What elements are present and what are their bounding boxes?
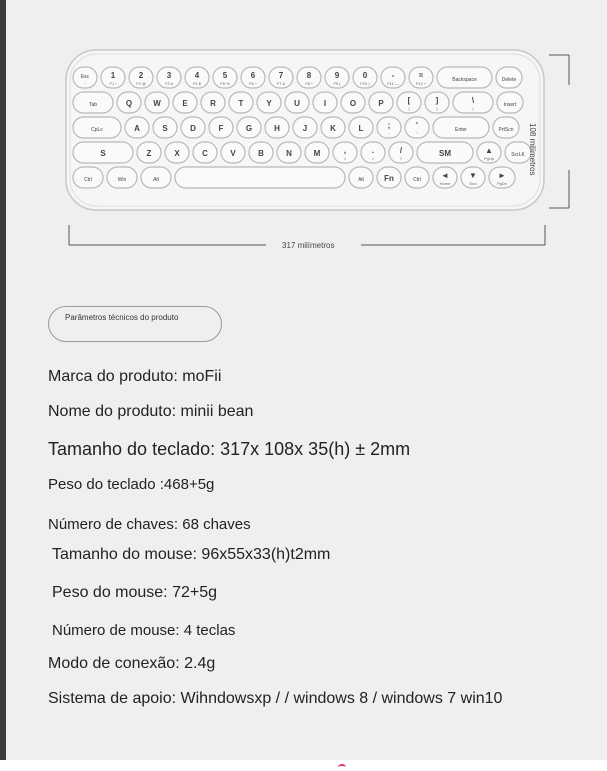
key-4-9	[489, 167, 515, 188]
key-label: 0	[362, 71, 368, 80]
key-cap	[175, 167, 345, 188]
key-2-3	[181, 117, 205, 138]
key-2-10	[377, 117, 401, 138]
key-label: [	[407, 96, 411, 105]
key-1-14	[497, 92, 523, 113]
key-label: U	[294, 99, 300, 108]
key-label: M	[313, 149, 321, 158]
key-sublabel: F1 !	[109, 81, 117, 86]
key-label: ▼	[469, 171, 477, 180]
key-label: R	[210, 99, 216, 108]
key-3-5	[249, 142, 273, 163]
key-4-7	[433, 167, 457, 188]
key-label: Fn	[384, 174, 394, 183]
key-label: G	[245, 124, 253, 133]
key-label: Alt	[153, 177, 159, 183]
key-label: C	[202, 149, 208, 158]
key-label: '	[416, 121, 418, 130]
key-label: L	[358, 124, 364, 133]
key-1-4	[201, 92, 225, 113]
key-3-8	[333, 142, 357, 163]
key-0-14	[496, 67, 522, 88]
key-4-5	[377, 167, 401, 188]
key-label: E	[182, 99, 188, 108]
height-dimension-label: 108 milímetros	[528, 123, 537, 176]
key-label: ▲	[485, 146, 493, 155]
key-2-8	[321, 117, 345, 138]
key-label: I	[323, 99, 327, 108]
spec-key-count: Número de chaves: 68 chaves	[48, 516, 251, 533]
key-0-13	[437, 67, 492, 88]
spec-product-name: Nome do produto: minii bean	[48, 403, 254, 420]
key-label: ScrLK	[511, 152, 525, 158]
spec-keyboard-weight: Peso do teclado :468+5g	[48, 476, 215, 493]
key-label: Alt	[358, 177, 364, 183]
key-2-1	[125, 117, 149, 138]
key-label: X	[174, 149, 180, 158]
key-label: O	[349, 99, 357, 108]
key-label: 5	[222, 71, 228, 80]
key-4-3	[175, 167, 345, 188]
key-label: Enter	[455, 127, 467, 133]
key-0-1	[101, 67, 125, 88]
key-label: 1	[110, 71, 116, 80]
key-3-9	[361, 142, 385, 163]
key-2-9	[349, 117, 373, 138]
key-label: H	[274, 124, 280, 133]
key-label: Backspace	[452, 77, 477, 83]
key-label: .	[371, 146, 375, 155]
key-1-2	[145, 92, 169, 113]
key-0-12	[409, 67, 433, 88]
key-label: 3	[166, 71, 172, 80]
key-label: Tab	[88, 102, 98, 108]
key-2-0	[73, 117, 121, 138]
keyboard-diagram	[61, 45, 601, 255]
key-label: 4	[194, 71, 200, 80]
key-label: 7	[278, 71, 284, 80]
key-2-13	[493, 117, 519, 138]
key-1-0	[73, 92, 113, 113]
key-sublabel: F7 &	[276, 81, 286, 86]
key-3-7	[305, 142, 329, 163]
key-sublabel: :	[388, 131, 390, 136]
key-0-10	[353, 67, 377, 88]
key-sublabel: >	[371, 156, 375, 161]
key-3-2	[165, 142, 189, 163]
key-1-10	[369, 92, 393, 113]
key-2-12	[433, 117, 489, 138]
keyboard-drawing	[61, 45, 601, 255]
key-1-7	[285, 92, 309, 113]
key-label: B	[258, 149, 264, 158]
key-label: Delete	[501, 77, 517, 83]
key-sublabel: F6 ^	[249, 81, 257, 86]
key-0-6	[241, 67, 265, 88]
key-label: CpLc	[91, 127, 103, 133]
key-2-4	[209, 117, 233, 138]
specs-title: Parâmetros técnicos do produto	[65, 313, 179, 322]
key-1-9	[341, 92, 365, 113]
key-label: 9	[334, 71, 340, 80]
key-1-13	[453, 92, 493, 113]
key-sublabel: }	[436, 106, 438, 111]
key-label: =	[418, 71, 424, 80]
key-label: Esc	[80, 74, 90, 80]
key-label: Q	[125, 99, 133, 108]
key-0-2	[129, 67, 153, 88]
key-0-5	[213, 67, 237, 88]
key-label: Ctrl	[84, 177, 92, 183]
key-3-12	[477, 142, 501, 163]
key-sublabel: F5 %	[220, 81, 230, 86]
bottom-accent-mark	[338, 764, 346, 770]
key-4-0	[73, 167, 103, 188]
key-0-7	[269, 67, 293, 88]
key-label: SM	[439, 149, 451, 158]
key-2-2	[153, 117, 177, 138]
key-label: 2	[138, 71, 144, 80]
key-1-5	[229, 92, 253, 113]
key-1-12	[425, 92, 449, 113]
key-label: A	[134, 124, 140, 133]
key-label: Y	[266, 99, 272, 108]
width-dimension-label: 317 milímetros	[282, 241, 335, 250]
key-2-11	[405, 117, 429, 138]
key-label: W	[153, 99, 161, 108]
spec-connection: Modo de conexão: 2.4g	[48, 655, 216, 672]
key-label: Z	[146, 149, 152, 158]
key-1-8	[313, 92, 337, 113]
key-sublabel: F9 (	[333, 81, 341, 86]
key-sublabel: F2 @	[136, 81, 146, 86]
key-3-4	[221, 142, 245, 163]
key-label: ]	[435, 96, 439, 105]
key-label: V	[230, 149, 236, 158]
key-1-11	[397, 92, 421, 113]
key-label: F	[218, 124, 224, 133]
key-1-1	[117, 92, 141, 113]
key-4-4	[349, 167, 373, 188]
key-1-3	[173, 92, 197, 113]
key-2-6	[265, 117, 289, 138]
key-sublabel: F3 #	[164, 81, 174, 86]
spec-brand: Marca do produto: moFii	[48, 368, 222, 385]
key-sublabel: ~	[83, 81, 87, 86]
key-label: 8	[306, 71, 312, 80]
key-sublabel: F4 $	[192, 81, 202, 86]
key-4-2	[141, 167, 171, 188]
key-0-11	[381, 67, 405, 88]
key-sublabel: {	[408, 106, 410, 111]
key-0-3	[157, 67, 181, 88]
key-3-1	[137, 142, 161, 163]
key-label: D	[190, 124, 196, 133]
key-label: ,	[343, 146, 347, 155]
key-label: -	[391, 71, 395, 80]
key-sublabel: F8 *	[305, 81, 313, 86]
key-2-7	[293, 117, 317, 138]
key-label: S	[100, 149, 106, 158]
key-4-1	[107, 167, 137, 188]
key-label: S	[162, 124, 168, 133]
key-label: ;	[387, 121, 391, 130]
key-sublabel: <	[343, 156, 347, 161]
key-3-10	[389, 142, 413, 163]
key-label: J	[302, 124, 308, 133]
spec-mouse-size: Tamanho do mouse: 96x55x33(h)t2mm	[52, 546, 331, 563]
product-sheet	[6, 0, 607, 760]
spec-os-support: Sistema de apoio: Wihndowsxp / / windows 8 / windows 7 win10	[48, 690, 503, 707]
specs-title-pill	[48, 306, 222, 342]
key-label: Ctrl	[413, 177, 421, 183]
key-label: PrtScn	[498, 127, 514, 133]
key-label: T	[238, 99, 244, 108]
key-0-8	[297, 67, 321, 88]
key-label: ◄	[441, 171, 449, 180]
key-2-5	[237, 117, 261, 138]
key-label: K	[330, 124, 336, 133]
key-sublabel: |	[472, 106, 474, 111]
key-sublabel: PgDn	[496, 181, 508, 186]
spec-keyboard-size: Tamanho do teclado: 317x 108x 35(h) ± 2mm	[48, 439, 411, 459]
key-sublabel: F11 —	[387, 81, 399, 86]
key-sublabel: PgUp	[483, 156, 495, 161]
key-sublabel: End	[469, 181, 477, 186]
key-0-9	[325, 67, 349, 88]
key-0-0	[73, 67, 97, 88]
key-sublabel: F12 +	[415, 81, 427, 86]
key-label: P	[378, 99, 384, 108]
key-0-4	[185, 67, 209, 88]
key-3-11	[417, 142, 473, 163]
key-4-6	[405, 167, 429, 188]
key-3-0	[73, 142, 133, 163]
key-3-3	[193, 142, 217, 163]
key-label: 6	[250, 71, 256, 80]
spec-mouse-weight: Peso do mouse: 72+5g	[52, 584, 218, 601]
spec-mouse-buttons: Número de mouse: 4 teclas	[52, 622, 236, 639]
key-label: /	[399, 146, 403, 155]
key-sublabel: Home	[439, 181, 451, 186]
key-sublabel: ?	[399, 156, 403, 161]
key-label: ►	[498, 171, 506, 180]
key-label: Insert	[503, 102, 517, 108]
key-label: \	[471, 96, 475, 105]
key-1-6	[257, 92, 281, 113]
key-3-6	[277, 142, 301, 163]
key-sublabel: F10 )	[360, 81, 370, 86]
key-label: Win	[117, 177, 127, 183]
key-label: N	[286, 149, 292, 158]
key-4-8	[461, 167, 485, 188]
key-sublabel: "	[416, 131, 418, 136]
